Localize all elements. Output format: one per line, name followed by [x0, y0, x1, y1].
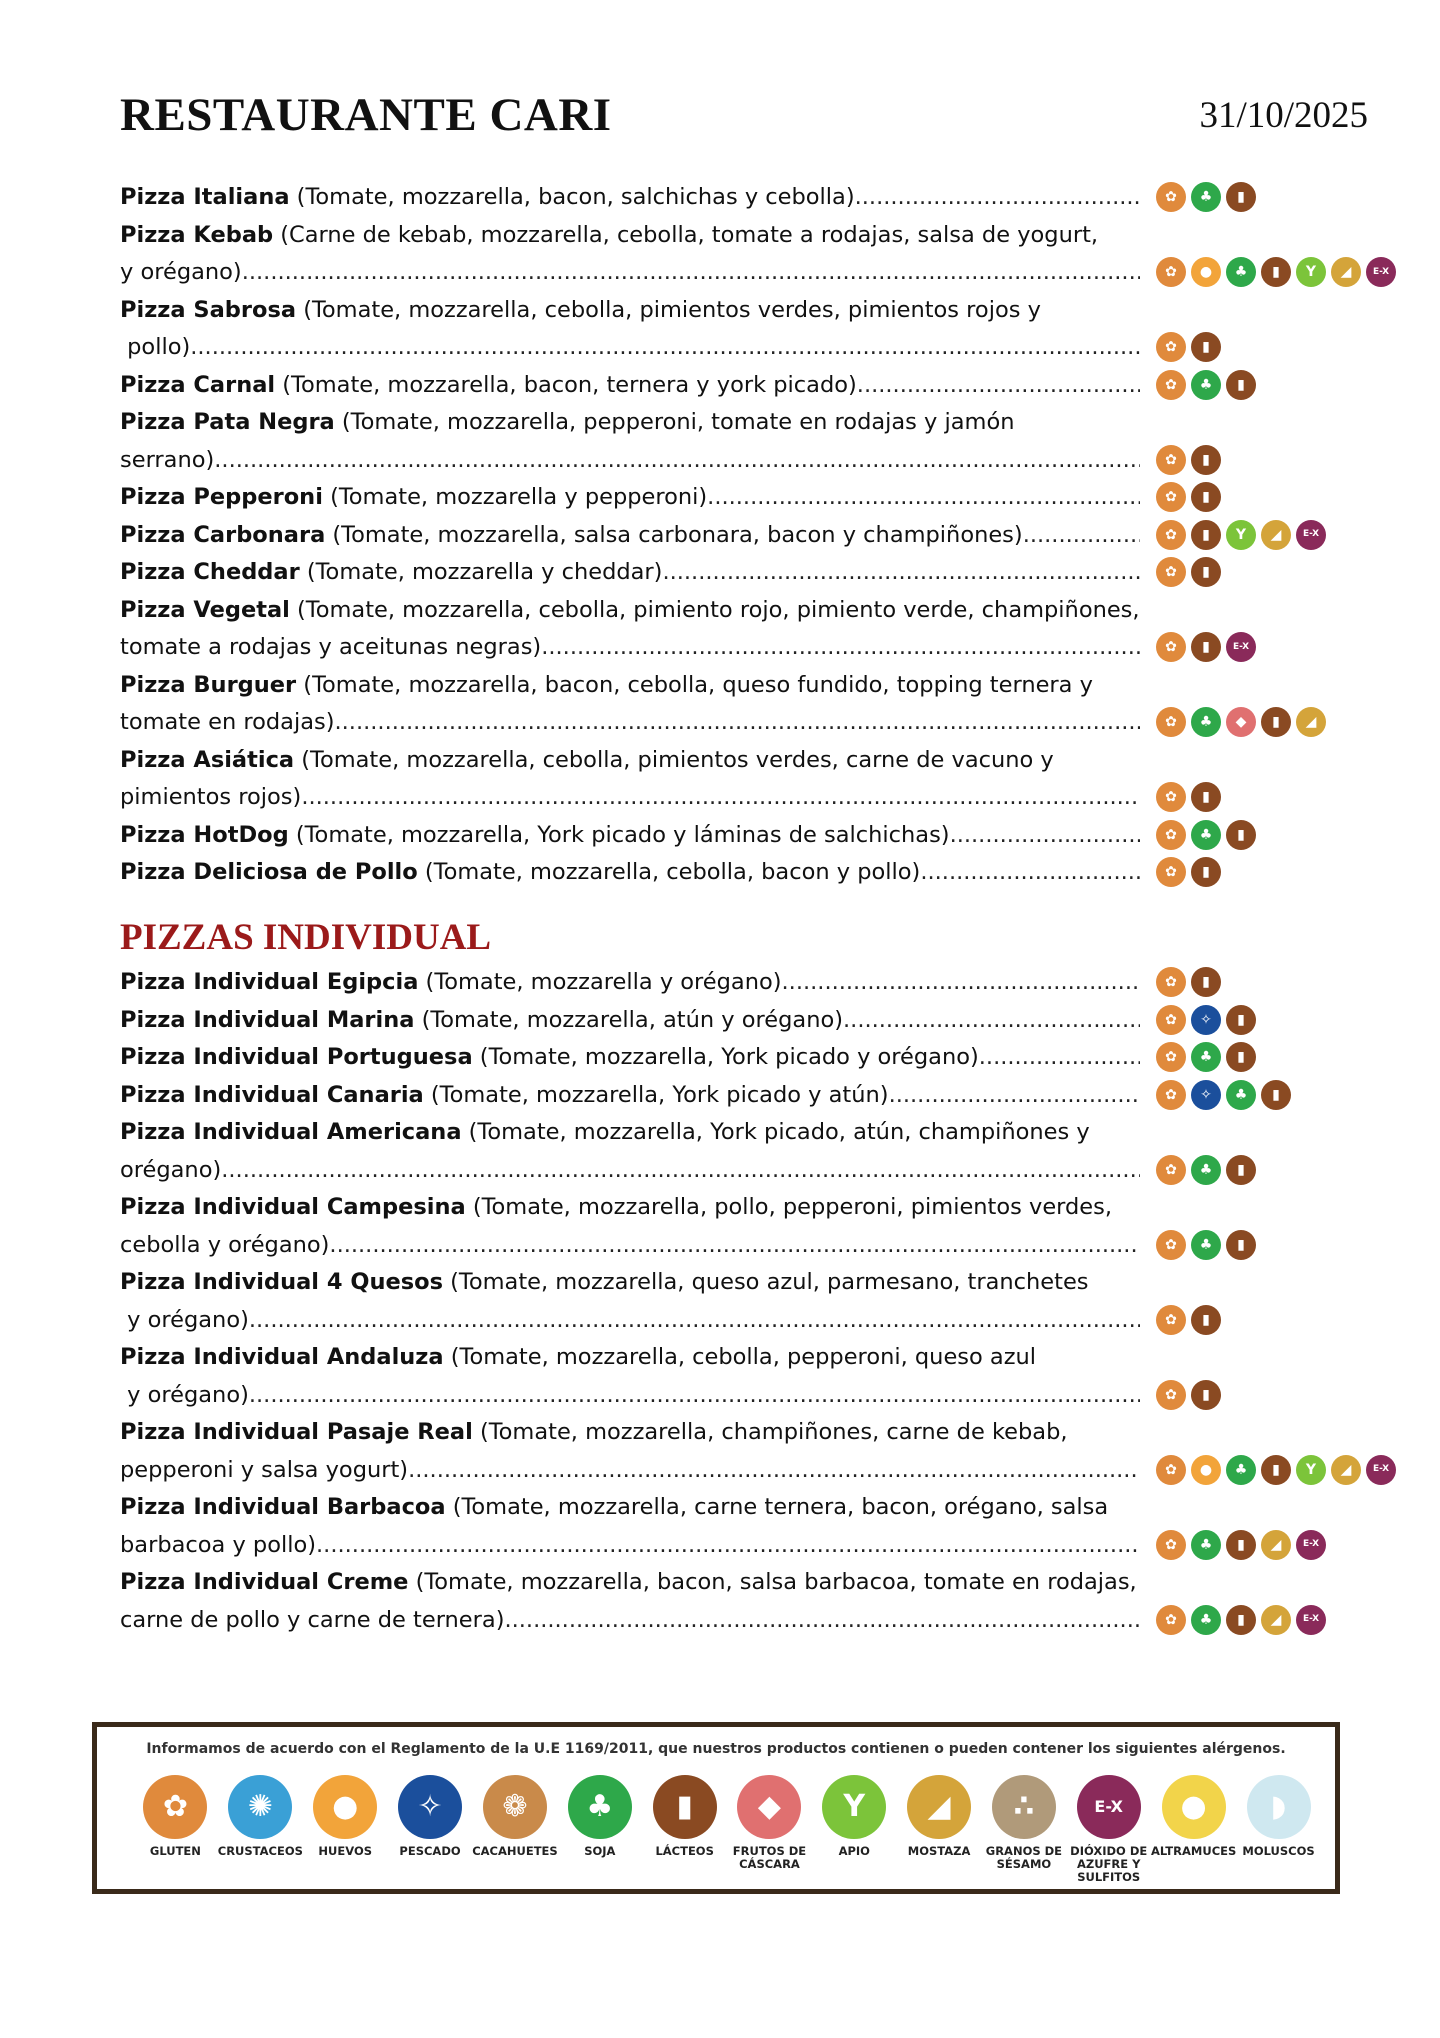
apio-icon: Y: [1296, 257, 1326, 287]
menu-item-line: [120, 292, 1140, 330]
gluten-icon: ✿: [1156, 332, 1186, 362]
soja-icon: ♣: [1226, 1455, 1256, 1485]
menu-item-name: Pizza Kebab: [120, 221, 274, 248]
gluten-icon: ✿: [1156, 1230, 1186, 1260]
menu-item-line: [120, 442, 1140, 480]
allergen-icons: [1156, 445, 1221, 475]
huevos-icon: ●: [1191, 1455, 1221, 1485]
apio-icon: Y: [822, 1775, 886, 1839]
dot-leader: [662, 554, 1140, 592]
menu-item-name: Pizza Individual Egipcia: [120, 969, 419, 995]
sulfitos-icon: E-X: [1296, 520, 1326, 550]
menu-item-line: [120, 1302, 1140, 1340]
menu-item: [120, 817, 1140, 855]
menu-item-description: (Tomate, mozzarella, York picado y láminas de salchichas): [288, 821, 950, 848]
menu-item-name: Pizza Individual Barbacoa: [120, 1494, 446, 1520]
menu-item-description: y orégano): [120, 1381, 249, 1408]
menu-item-description: carne de pollo y carne de ternera): [120, 1606, 505, 1633]
sulfitos-icon: E-X: [1226, 632, 1256, 662]
allergen-icons: [1156, 1155, 1256, 1185]
menu-item: [120, 854, 1140, 892]
dot-leader: [301, 779, 1140, 817]
menu-item-name: Pizza Individual Marina: [120, 1006, 415, 1033]
gluten-icon: ✿: [143, 1775, 207, 1839]
dot-leader: [707, 479, 1140, 517]
menu-item-line: [120, 554, 1140, 592]
lacteos-icon: ▮: [653, 1775, 717, 1839]
menu-item-name: Pizza Individual Campesina: [120, 1194, 466, 1220]
menu-item: [120, 1264, 1140, 1339]
menu-item-description: pimientos rojos): [120, 784, 302, 810]
menu-item-description: pepperoni y salsa yogurt): [120, 1456, 409, 1483]
lacteos-icon: ▮: [1191, 782, 1221, 812]
allergen-icons: [1156, 1005, 1256, 1035]
allergen-icons: [1156, 1230, 1256, 1260]
soja-icon: ♣: [1226, 257, 1256, 287]
gluten-icon: ✿: [1156, 1530, 1186, 1560]
allergen-icons: [1156, 632, 1256, 662]
menu-item: [120, 217, 1140, 292]
menu-item-line: [120, 1114, 1140, 1152]
legend-label: GLUTEN: [149, 1844, 201, 1858]
legend-label: MOLUSCOS: [1242, 1844, 1315, 1858]
menu-item-name: Pizza Carbonara: [120, 521, 326, 548]
dot-leader: [504, 1602, 1140, 1640]
menu-item: [120, 404, 1140, 479]
menu-item: [120, 1077, 1140, 1115]
menu-item-description: (Tomate, mozzarella, champiñones, carne de kebab,: [472, 1419, 1068, 1445]
legend-label: MOSTAZA: [907, 1844, 971, 1858]
lacteos-icon: ▮: [1261, 1455, 1291, 1485]
apio-icon: Y: [1296, 1455, 1326, 1485]
lacteos-icon: ▮: [1261, 257, 1291, 287]
gluten-icon: ✿: [1156, 1605, 1186, 1635]
gluten-icon: ✿: [1156, 857, 1186, 887]
sesamo-icon: ∴: [992, 1775, 1056, 1839]
lacteos-icon: ▮: [1191, 482, 1221, 512]
gluten-icon: ✿: [1156, 632, 1186, 662]
dot-leader: [920, 854, 1140, 892]
lacteos-icon: ▮: [1226, 1155, 1256, 1185]
menu-item-name: Pizza Carnal: [120, 371, 276, 398]
lacteos-icon: ▮: [1261, 707, 1291, 737]
soja-icon: ♣: [1191, 182, 1221, 212]
menu-item-line: [120, 329, 1140, 367]
mostaza-icon: ◢: [1331, 257, 1361, 287]
legend-label: DIÓXIDO DE AZUFRE Y SULFITOS: [1070, 1844, 1148, 1884]
allergen-icons: [1156, 1042, 1256, 1072]
menu-item-line: [120, 1152, 1140, 1190]
gluten-icon: ✿: [1156, 482, 1186, 512]
menu-item-line: [120, 1489, 1140, 1527]
restaurant-title: RESTAURANTE CARI: [120, 89, 612, 141]
menu-item-line: [120, 1414, 1140, 1452]
menu-item-line: [120, 1527, 1140, 1565]
mostaza-icon: ◢: [1261, 1605, 1291, 1635]
huevos-icon: ●: [313, 1775, 377, 1839]
menu-item: [120, 667, 1140, 742]
legend-item-pescado: [388, 1775, 473, 1884]
legend-item-gluten: [133, 1775, 218, 1884]
menu-item: [120, 517, 1140, 555]
menu-item-line: [120, 404, 1140, 442]
legend-label: HUEVOS: [318, 1844, 372, 1858]
soja-icon: ♣: [1191, 707, 1221, 737]
dot-leader: [329, 1227, 1140, 1265]
menu-item-line: [120, 1602, 1140, 1640]
gluten-icon: ✿: [1156, 967, 1186, 997]
menu-item: [120, 1564, 1140, 1639]
gluten-icon: ✿: [1156, 1080, 1186, 1110]
legend-label: LÁCTEOS: [655, 1844, 714, 1858]
menu-item-description: (Tomate, mozzarella, atún y orégano): [414, 1006, 844, 1033]
pescado-icon: ✧: [1191, 1005, 1221, 1035]
menu-item-description: (Tomate, mozzarella y pepperoni): [322, 484, 708, 510]
legend-item-soja: [557, 1775, 642, 1884]
lacteos-icon: ▮: [1191, 1380, 1221, 1410]
menu-item: [120, 179, 1140, 217]
menu-item-line: [120, 1189, 1140, 1227]
menu-item-description: (Tomate, mozzarella, York picado y orégano): [472, 1044, 979, 1070]
allergen-icons: [1156, 182, 1256, 212]
allergen-icons: [1156, 707, 1326, 737]
allergen-icons: [1156, 857, 1221, 887]
mostaza-icon: ◢: [1296, 707, 1326, 737]
gluten-icon: ✿: [1156, 182, 1186, 212]
menu-item: [120, 292, 1140, 367]
menu-item-description: serrano): [120, 446, 215, 473]
page-header: [120, 88, 1368, 148]
gluten-icon: ✿: [1156, 520, 1186, 550]
menu-item-description: (Tomate, mozzarella, pollo, pepperoni, pimientos verdes,: [465, 1194, 1113, 1220]
menu-item-description: tomate a rodajas y aceitunas negras): [120, 634, 542, 660]
menu-item-description: (Tomate, mozzarella, York picado y atún): [423, 1081, 889, 1108]
legend-label: PESCADO: [399, 1844, 461, 1858]
soja-icon: ♣: [1191, 370, 1221, 400]
allergen-icons: [1156, 482, 1221, 512]
legend-label: SOJA: [584, 1844, 616, 1858]
menu-item-description: (Tomate, mozzarella, bacon, salsa barbacoa, tomate en rodajas,: [408, 1569, 1137, 1595]
menu-item: [120, 1414, 1140, 1489]
legend-item-altramuces: [1151, 1775, 1236, 1884]
gluten-icon: ✿: [1156, 1380, 1186, 1410]
gluten-icon: ✿: [1156, 1305, 1186, 1335]
soja-icon: ♣: [1191, 820, 1221, 850]
lacteos-icon: ▮: [1226, 1530, 1256, 1560]
menu-item: [120, 964, 1140, 1002]
menu-item-line: [120, 479, 1140, 517]
menu-item-description: (Carne de kebab, mozzarella, cebolla, tomate a rodajas, salsa de yogurt,: [273, 221, 1099, 248]
altramuces-icon: ●: [1162, 1775, 1226, 1839]
dot-leader: [242, 254, 1140, 292]
menu-item-description: orégano): [120, 1156, 222, 1183]
allergen-icons: [1156, 332, 1221, 362]
allergen-icons: [1156, 1530, 1326, 1560]
dot-leader: [221, 1152, 1140, 1190]
legend-label: CACAHUETES: [472, 1844, 558, 1858]
menu-item-line: [120, 1377, 1140, 1415]
gluten-icon: ✿: [1156, 445, 1186, 475]
gluten-icon: ✿: [1156, 1005, 1186, 1035]
lacteos-icon: ▮: [1191, 967, 1221, 997]
gluten-icon: ✿: [1156, 257, 1186, 287]
allergen-icons: [1156, 1080, 1291, 1110]
menu-item-line: [120, 817, 1140, 855]
frutos-cascara-icon: ◆: [1226, 707, 1256, 737]
menu-item-name: Pizza Vegetal: [120, 596, 290, 623]
mostaza-icon: ◢: [1261, 520, 1291, 550]
menu-item-line: [120, 179, 1140, 217]
menu-item-description: pollo): [120, 334, 191, 360]
menu-item-description: (Tomate, mozzarella, cebolla, pepperoni, queso azul: [443, 1344, 1037, 1370]
menu-item-line: [120, 1564, 1140, 1602]
menu-item-line: [120, 667, 1140, 705]
menu-item-name: Pizza HotDog: [120, 821, 289, 848]
lacteos-icon: ▮: [1261, 1080, 1291, 1110]
legend-item-apio: [812, 1775, 897, 1884]
moluscos-icon: ◗: [1247, 1775, 1311, 1839]
dot-leader: [249, 1377, 1140, 1415]
legend-item-moluscos: [1236, 1775, 1321, 1884]
mostaza-icon: ◢: [907, 1775, 971, 1839]
gluten-icon: ✿: [1156, 1042, 1186, 1072]
menu-item: [120, 1039, 1140, 1077]
sulfitos-icon: E-X: [1366, 257, 1396, 287]
menu-item-name: Pizza Individual Pasaje Real: [120, 1419, 473, 1445]
menu-item: [120, 1114, 1140, 1189]
lacteos-icon: ▮: [1226, 182, 1256, 212]
menu-item-description: (Tomate, mozzarella, cebolla, pimientos verdes, pimientos rojos y: [296, 296, 1041, 323]
dot-leader: [190, 329, 1140, 367]
legend-item-mostaza: [897, 1775, 982, 1884]
dot-leader: [408, 1452, 1140, 1490]
sulfitos-icon: E-X: [1366, 1455, 1396, 1485]
lacteos-icon: ▮: [1191, 520, 1221, 550]
allergen-icons: [1156, 370, 1256, 400]
dot-leader: [857, 367, 1140, 405]
menu-item-description: (Tomate, mozzarella y cheddar): [299, 559, 663, 585]
lacteos-icon: ▮: [1226, 1005, 1256, 1035]
menu-item-description: (Tomate, mozzarella, queso azul, parmesano, tranchetes: [443, 1269, 1089, 1295]
menu-item: [120, 1339, 1140, 1414]
menu-item: [120, 742, 1140, 817]
lacteos-icon: ▮: [1191, 632, 1221, 662]
soja-icon: ♣: [1226, 1080, 1256, 1110]
menu-item-description: (Tomate, mozzarella, cebolla, pimientos verdes, carne de vacuno y: [294, 746, 1054, 773]
legend-label: APIO: [838, 1844, 870, 1858]
legend-item-huevos: [303, 1775, 388, 1884]
apio-icon: Y: [1226, 520, 1256, 550]
pescado-icon: ✧: [398, 1775, 462, 1839]
sulfitos-icon: E-X: [1296, 1530, 1326, 1560]
menu-item-name: Pizza Pata Negra: [120, 409, 335, 435]
soja-icon: ♣: [1191, 1042, 1221, 1072]
gluten-icon: ✿: [1156, 557, 1186, 587]
legend-label: FRUTOS DE CÁSCARA: [732, 1844, 807, 1871]
legend-label: CRUSTACEOS: [217, 1844, 303, 1858]
menu-item-line: [120, 1039, 1140, 1077]
huevos-icon: ●: [1191, 257, 1221, 287]
allergen-icons: [1156, 782, 1221, 812]
gluten-icon: ✿: [1156, 707, 1186, 737]
menu-item-name: Pizza Sabrosa: [120, 296, 297, 323]
dot-leader: [843, 1002, 1140, 1040]
menu-item-description: barbacoa y pollo): [120, 1531, 317, 1558]
lacteos-icon: ▮: [1226, 1042, 1256, 1072]
soja-icon: ♣: [1191, 1530, 1221, 1560]
soja-icon: ♣: [568, 1775, 632, 1839]
dot-leader: [855, 179, 1140, 217]
menu-item: [120, 1189, 1140, 1264]
crustaceos-icon: ✺: [228, 1775, 292, 1839]
menu-item: [120, 367, 1140, 405]
menu-item-description: tomate en rodajas): [120, 709, 335, 735]
dot-leader: [316, 1527, 1140, 1565]
frutos-cascara-icon: ◆: [737, 1775, 801, 1839]
gluten-icon: ✿: [1156, 1155, 1186, 1185]
dot-leader: [541, 629, 1140, 667]
menu-item-line: [120, 1264, 1140, 1302]
menu-item-description: (Tomate, mozzarella, carne ternera, bacon, orégano, salsa: [445, 1494, 1109, 1520]
menu-item-line: [120, 779, 1140, 817]
legend-item-frutos-cascara: [727, 1775, 812, 1884]
menu-item-description: (Tomate, mozzarella, pepperoni, tomate en rodajas y jamón: [334, 409, 1015, 435]
dot-leader: [1023, 517, 1140, 555]
lacteos-icon: ▮: [1191, 857, 1221, 887]
dot-leader: [782, 964, 1140, 1002]
allergen-icons: [1156, 257, 1396, 287]
menu-item-name: Pizza Individual Andaluza: [120, 1344, 444, 1370]
menu-item-name: Pizza Individual Portuguesa: [120, 1044, 473, 1070]
gluten-icon: ✿: [1156, 1455, 1186, 1485]
menu-item-name: Pizza Deliciosa de Pollo: [120, 859, 418, 885]
dot-leader: [214, 442, 1140, 480]
menu-item-line: [120, 517, 1140, 555]
lacteos-icon: ▮: [1191, 445, 1221, 475]
allergen-icons: [1156, 1380, 1221, 1410]
menu-item-line: [120, 1227, 1140, 1265]
legend-item-cacahuetes: [472, 1775, 557, 1884]
menu-item-name: Pizza Individual Americana: [120, 1119, 462, 1145]
lacteos-icon: ▮: [1226, 1230, 1256, 1260]
menu-item-name: Pizza Asiática: [120, 746, 295, 773]
gluten-icon: ✿: [1156, 782, 1186, 812]
soja-icon: ♣: [1191, 1155, 1221, 1185]
menu-item-name: Pizza Burguer: [120, 671, 297, 698]
soja-icon: ♣: [1191, 1230, 1221, 1260]
mostaza-icon: ◢: [1331, 1455, 1361, 1485]
legend-row: [133, 1775, 1321, 1884]
allergen-icons: [1156, 820, 1256, 850]
menu-item-description: cebolla y orégano): [120, 1231, 330, 1258]
gluten-icon: ✿: [1156, 820, 1186, 850]
menu-item-name: Pizza Individual Canaria: [120, 1081, 424, 1108]
menu-item: [120, 554, 1140, 592]
lacteos-icon: ▮: [1226, 820, 1256, 850]
legend-item-crustaceos: [218, 1775, 303, 1884]
allergen-icons: [1156, 520, 1326, 550]
lacteos-icon: ▮: [1226, 370, 1256, 400]
dot-leader: [979, 1039, 1140, 1077]
legend-item-sulfitos: [1066, 1775, 1151, 1884]
legend-item-sesamo: [982, 1775, 1067, 1884]
allergen-icons: [1156, 1455, 1396, 1485]
allergen-icons: [1156, 557, 1221, 587]
menu-item-line: [120, 254, 1140, 292]
lacteos-icon: ▮: [1191, 332, 1221, 362]
menu-item-line: [120, 854, 1140, 892]
legend-item-lacteos: [642, 1775, 727, 1884]
menu-item-description: (Tomate, mozzarella, cebolla, pimiento rojo, pimiento verde, champiñones,: [289, 596, 1140, 623]
menu-date: 31/10/2025: [1199, 95, 1368, 136]
legend-title: Informamos de acuerdo con el Reglamento de la U.E 1169/2011, que nuestros productos contienen o pueden contener los siguientes alérgenos.: [146, 1741, 1286, 1757]
menu-item-description: (Tomate, mozzarella, York picado, atún, champiñones y: [461, 1119, 1090, 1145]
dot-leader: [889, 1077, 1140, 1115]
menu-item: [120, 479, 1140, 517]
menu-item: [120, 592, 1140, 667]
dot-leader: [335, 704, 1141, 742]
lacteos-icon: ▮: [1226, 1605, 1256, 1635]
menu-item-line: [120, 367, 1140, 405]
menu-item-line: [120, 704, 1140, 742]
dot-leader: [249, 1302, 1140, 1340]
legend-label: GRANOS DE SÉSAMO: [985, 1844, 1063, 1871]
menu-item-description: y orégano): [120, 1306, 249, 1333]
dot-leader: [950, 817, 1140, 855]
gluten-icon: ✿: [1156, 370, 1186, 400]
menu-item-description: (Tomate, mozzarella, bacon, ternera y york picado): [275, 371, 857, 398]
menu-item-line: [120, 1452, 1140, 1490]
menu-item-line: [120, 742, 1140, 780]
allergen-legend: [92, 1722, 1340, 1894]
allergen-icons: [1156, 1605, 1326, 1635]
menu-item-description: (Tomate, mozzarella, bacon, cebolla, queso fundido, topping ternera y: [296, 671, 1093, 698]
menu-item-description: y orégano): [120, 259, 242, 285]
menu-item-line: [120, 592, 1140, 630]
menu-item-name: Pizza Italiana: [120, 184, 290, 210]
legend-label: ALTRAMUCES: [1150, 1844, 1237, 1858]
menu-item: [120, 1489, 1140, 1564]
allergen-icons: [1156, 967, 1221, 997]
menu-item-description: (Tomate, mozzarella, bacon, salchichas y cebolla): [289, 184, 855, 210]
menu-item: [120, 1002, 1140, 1040]
lacteos-icon: ▮: [1191, 1305, 1221, 1335]
menu-item-name: Pizza Pepperoni: [120, 484, 323, 510]
menu-item-name: Pizza Individual Creme: [120, 1569, 409, 1595]
sulfitos-icon: E-X: [1296, 1605, 1326, 1635]
menu-item-description: (Tomate, mozzarella y orégano): [418, 969, 782, 995]
menu-item-description: (Tomate, mozzarella, salsa carbonara, bacon y champiñones): [325, 521, 1023, 548]
menu-item-line: [120, 217, 1140, 255]
allergen-icons: [1156, 1305, 1221, 1335]
menu-item-line: [120, 1002, 1140, 1040]
menu-item-line: [120, 629, 1140, 667]
mostaza-icon: ◢: [1261, 1530, 1291, 1560]
soja-icon: ♣: [1191, 1605, 1221, 1635]
sulfitos-icon: E-X: [1077, 1775, 1141, 1839]
pescado-icon: ✧: [1191, 1080, 1221, 1110]
lacteos-icon: ▮: [1191, 557, 1221, 587]
cacahuetes-icon: ❁: [483, 1775, 547, 1839]
menu-item-name: Pizza Individual 4 Quesos: [120, 1269, 443, 1295]
menu-item-description: (Tomate, mozzarella, cebolla, bacon y pollo): [417, 859, 921, 885]
menu-item-name: Pizza Cheddar: [120, 559, 300, 585]
menu-item-line: [120, 964, 1140, 1002]
section-title-individual: PIZZAS INDIVIDUAL: [120, 917, 492, 958]
menu-item-line: [120, 1077, 1140, 1115]
menu-item-line: [120, 1339, 1140, 1377]
